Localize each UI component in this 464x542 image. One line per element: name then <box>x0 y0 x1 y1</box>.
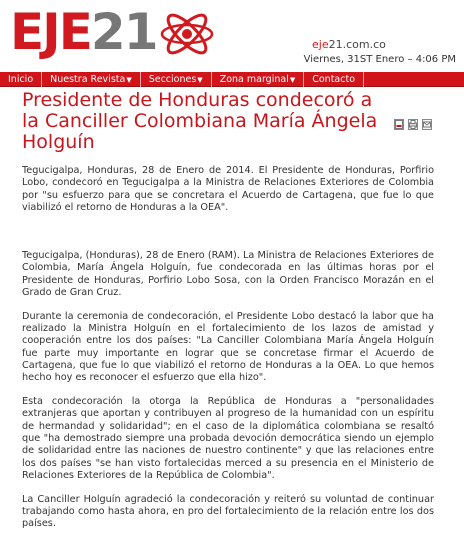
article-body <box>22 165 434 542</box>
site-url-suffix: 21.com.co <box>328 38 386 51</box>
dropdown-arrow-icon: ▼ <box>289 75 296 84</box>
site-url[interactable] <box>312 38 386 51</box>
dropdown-arrow-icon: ▼ <box>197 75 203 84</box>
article-tools <box>394 119 432 130</box>
nav-item-label: Secciones <box>148 73 197 85</box>
current-date: Viernes, 31ST Enero – 4:06 PM <box>303 54 456 65</box>
nav-item-label: Inicio <box>8 73 34 85</box>
article-lead: Tegucigalpa, Honduras, 28 de Enero de 2014. El Presidente de Honduras, Porfirio Lobo, condecoró en Tegucigalpa a la Ministra de Relaciones Exteriores de Colombia por "su esfuerzo para que se concretara el Acuerdo de Cartagena, que fue lo que viabilizó el retorno de Honduras a la OEA". <box>22 165 434 213</box>
pdf-icon[interactable] <box>394 119 404 130</box>
email-icon[interactable] <box>422 119 432 130</box>
site-logo[interactable] <box>10 4 215 62</box>
nav-item-label: Contacto <box>312 73 356 85</box>
logo-number: 21 <box>90 3 157 61</box>
logo-prefix: EJE <box>10 3 91 61</box>
site-url-prefix: eje <box>312 38 329 51</box>
article-paragraph: Tegucigalpa, (Honduras), 28 de Enero (RAM). La Ministra de Relaciones Exteriores de Colombia, María Ángela Holguín, fue condecorada en las últimas horas por el Presidente de Honduras, Porfirio Lobo Sosa, con la Orden Francisco Morazán en el Grado de Gran Cruz. <box>22 250 434 299</box>
article-title: Presidente de Honduras condecoró a la Canciller Colombiana María Ángela Holguín <box>22 89 378 153</box>
article-paragraph: Durante la ceremonia de condecoración, el Presidente Lobo destacó la labor que ha realizado la Ministra Holguín en el fortalecimiento de los lazos de amistad y cooperación entre los dos países: "La Canciller Colombiana María Ángela Holguín fue parte muy importante en lograr que se concretase firmar el Acuerdo de Cartagena, que fue lo que viabilizó el retorno de Honduras a la OEA. Lo que hemos hecho hoy es reconocer el esfuerzo que ella hizo". <box>22 310 434 384</box>
atom-icon <box>159 6 215 62</box>
nav-item-nuestra-revista[interactable] <box>42 72 141 87</box>
site-header <box>0 0 464 72</box>
nav-item-label: Nuestra Revista <box>50 73 126 85</box>
print-icon[interactable] <box>408 119 418 130</box>
nav-item-label: Zona marginal <box>219 73 289 85</box>
article-paragraph: Esta condecoración la otorga la República de Honduras a "personalidades extranjeras que aportan y contribuyen al progreso de la humanidad con un espíritu de hermandad y solidaridad"; en el caso de la diplomática colombiana se resaltó que "ha demostrado siempre una probada devoción democrática siendo un ejemplo de solidaridad entre las naciones de nuestro continente" y que las relaciones entre los dos países "se han visto fortalecidas merced a su presencia en el Ministerio de Relaciones Exteriores de la República de Colombia". <box>22 396 434 481</box>
nav-item-secciones[interactable] <box>141 72 212 87</box>
article-paragraph: La Canciller Holguín agradeció la condecoración y reiteró su voluntad de continuar trabajando como hasta ahora, en pro del fortalecimiento de la relación entre los dos países. <box>22 493 434 530</box>
main-navigation <box>0 72 464 87</box>
dropdown-arrow-icon: ▼ <box>126 75 132 84</box>
nav-item-inicio[interactable] <box>0 72 42 87</box>
nav-item-contacto[interactable] <box>304 72 364 87</box>
nav-item-zona-marginal[interactable] <box>212 72 305 87</box>
